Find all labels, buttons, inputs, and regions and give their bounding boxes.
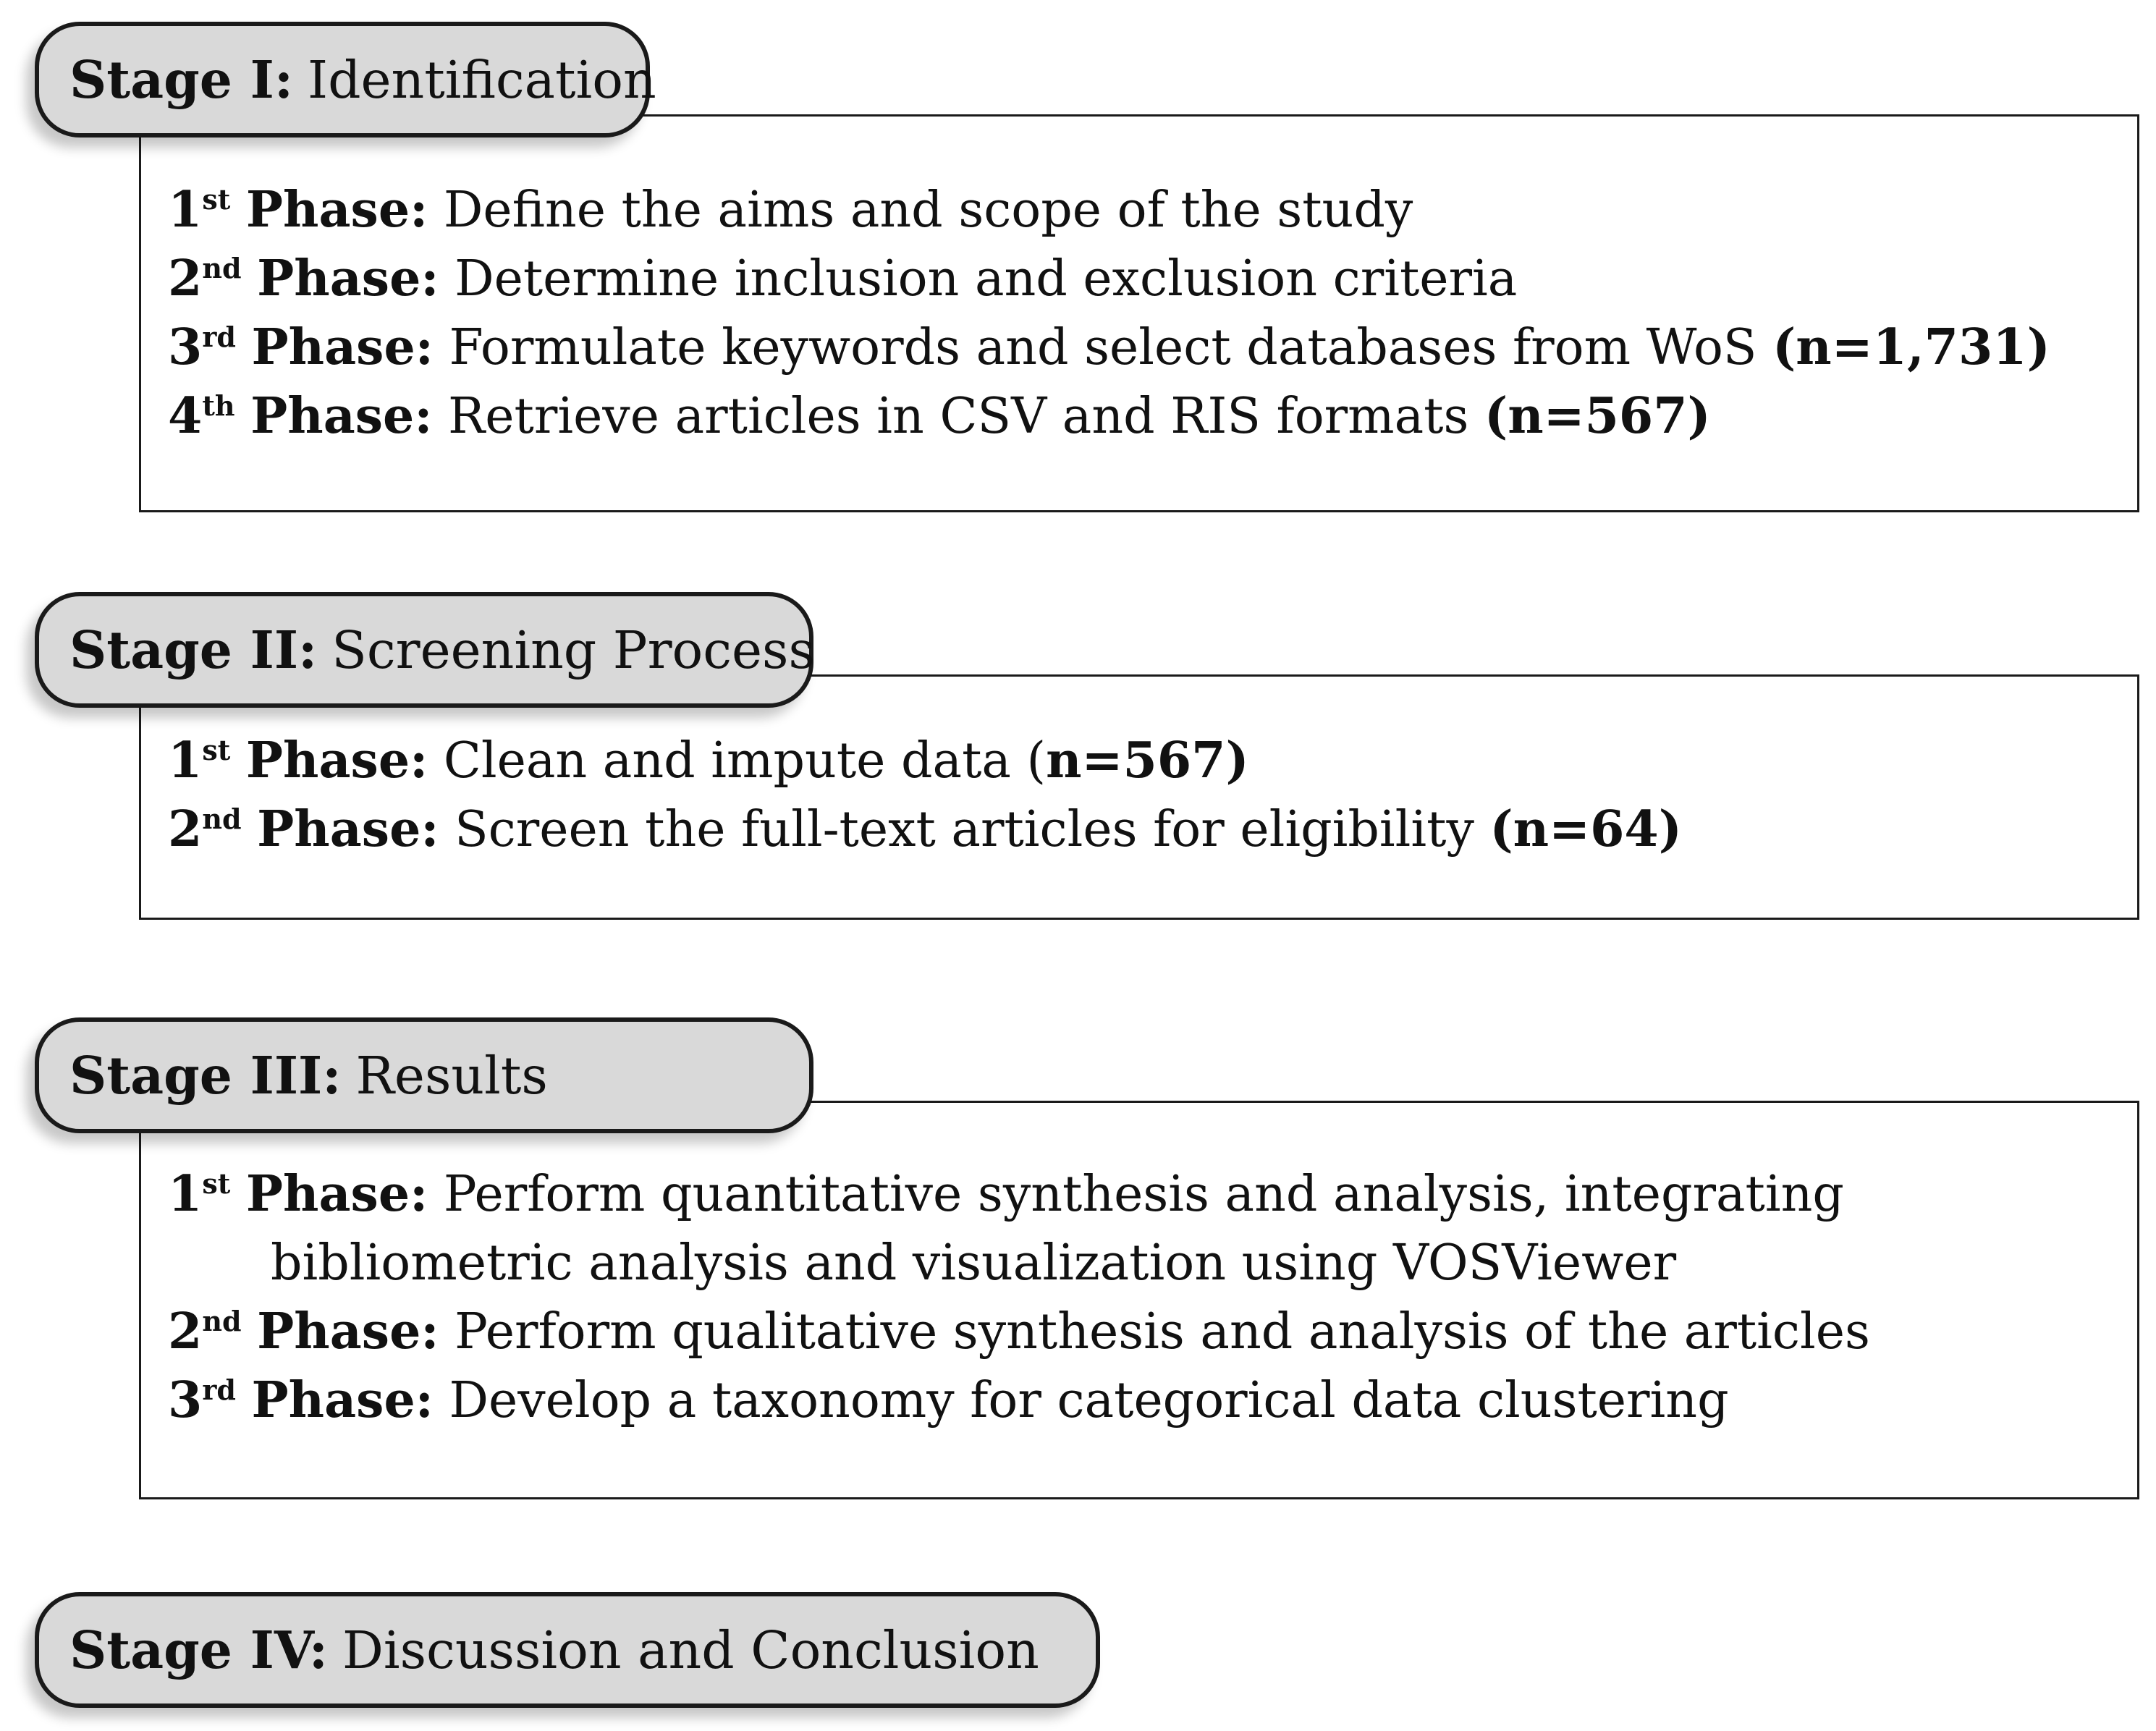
stage-3-pill [35,1017,813,1133]
stage-label: Stage IV: [69,1619,328,1680]
stage-title: Screening Process [331,619,815,680]
stage-label: Stage III: [69,1044,342,1106]
stage-1-pill [35,22,656,137]
stage-label: Stage II: [69,619,318,680]
phase-item-continuation: bibliometric analysis and visualization using VOSViewer [271,1235,1677,1292]
stage-title: Discussion and Conclusion [342,1620,1039,1680]
phase-item: 3rd Phase: Develop a taxonomy for categorical data clustering [168,1371,1729,1429]
phase-item: 2nd Phase: Screen the full-text articles for eligibility (n=64) [168,800,1682,858]
stage-label: Stage I: [69,48,294,110]
stage-3-phase-list [168,1160,1870,1435]
phase-item: 1st Phase: Clean and impute data (n=567) [168,732,1249,790]
phase-item: 1st Phase: Perform quantitative synthesis and analysis, integrating [168,1165,1844,1223]
article-count: (n=64) [1489,800,1682,858]
stage-title: Identification [308,49,656,110]
article-count: (n=1,731) [1772,318,2050,376]
phase-item: 3rd Phase: Formulate keywords and select databases from WoS (n=1,731) [168,318,2050,376]
phase-item: 2nd Phase: Perform qualitative synthesis and analysis of the articles [168,1303,1870,1360]
phase-item: 4th Phase: Retrieve articles in CSV and RIS formats (n=567) [168,387,1711,445]
stage-title: Results [355,1045,548,1106]
phase-item: 1st Phase: Define the aims and scope of the study [168,181,1413,239]
phase-item: 2nd Phase: Determine inclusion and exclusion criteria [168,250,1518,308]
stage-4-pill [35,1592,1100,1708]
article-count: n=567) [1046,732,1249,790]
stage-2-pill [35,592,813,708]
stage-2-phase-list [168,727,1682,864]
article-count: (n=567) [1484,387,1711,445]
stage-1-phase-list [168,176,2050,451]
